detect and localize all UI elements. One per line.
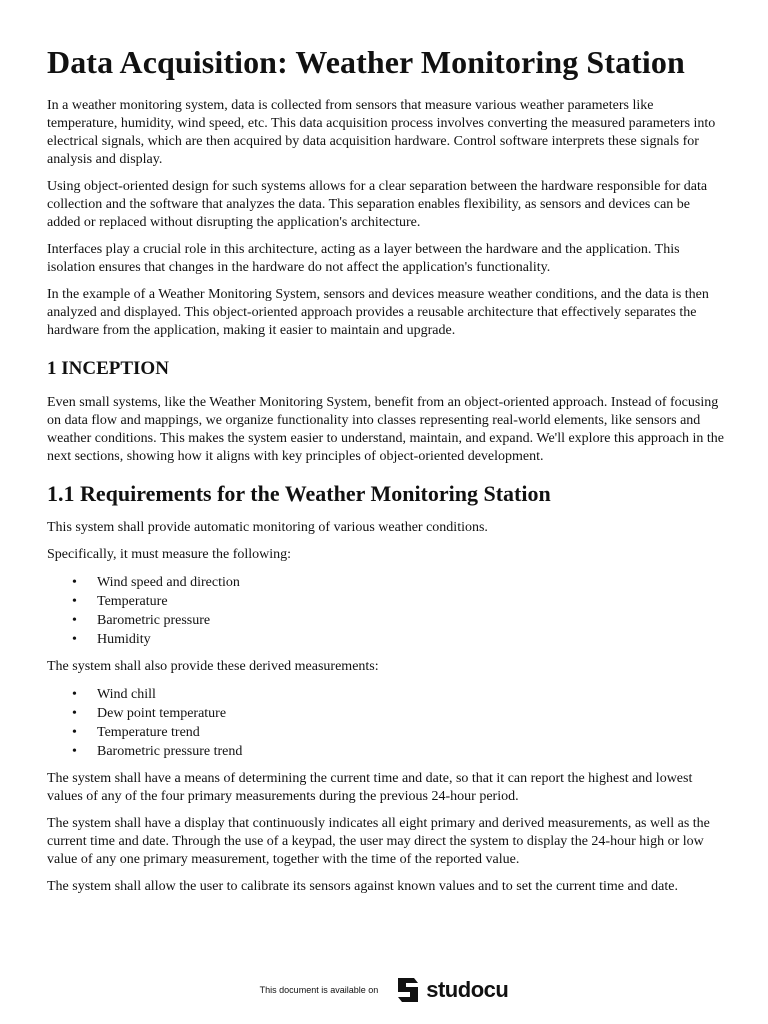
list-item bbox=[47, 611, 725, 630]
inception-paragraph: Even small systems, like the Weather Monitoring System, benefit from an object-oriented approach. Instead of focusing on data flow and mappings, we organize functionality into classes representing real-world elements, like sensors and weather conditions. This makes the system easier to understand, maintain, and expand. We'll explore this approach in the next sections, showing how it aligns with key principles of object-oriented development. bbox=[47, 395, 724, 464]
requirements-heading: 1.1 Requirements for the Weather Monitoring Station bbox=[47, 481, 551, 506]
inception-heading: 1 INCEPTION bbox=[47, 358, 169, 379]
list-item-text: Barometric pressure trend bbox=[97, 744, 243, 759]
list-item bbox=[47, 592, 725, 611]
list-item-text: Wind speed and direction bbox=[97, 575, 240, 590]
bullet-icon: • bbox=[72, 594, 77, 609]
requirements-paragraph-3: The system shall also provide these derived measurements: bbox=[47, 659, 379, 674]
requirements-paragraph-6: The system shall allow the user to calibrate its sensors against known values and to set the current time and date. bbox=[47, 879, 678, 894]
list-item-text: Humidity bbox=[97, 632, 151, 647]
list-item bbox=[47, 742, 725, 761]
requirements-paragraph-4: The system shall have a means of determining the current time and date, so that it can report the highest and lowest values of any of the four primary measurements during the previous 24-hour period. bbox=[47, 771, 693, 804]
bullet-icon: • bbox=[72, 632, 77, 647]
list-item-text: Wind chill bbox=[97, 687, 156, 702]
primary-measurements-list bbox=[47, 573, 725, 649]
requirements-paragraph-5: The system shall have a display that continuously indicates all eight primary and derived measurements, as well as the current time and date. Through the use of a keypad, the user may direct the system to display the 24-hour high or low value of any one primary measurement, together with the time of the reported value. bbox=[47, 816, 710, 867]
list-item bbox=[47, 704, 725, 723]
studocu-logo-icon bbox=[394, 975, 422, 1005]
bullet-icon: • bbox=[72, 706, 77, 721]
intro-paragraph-3: Interfaces play a crucial role in this architecture, acting as a layer between the hardware and the application. This isolation ensures that changes in the hardware do not affect the application's functionality. bbox=[47, 242, 680, 275]
studocu-brand-name: studocu bbox=[426, 977, 509, 1002]
list-item-text: Barometric pressure bbox=[97, 613, 211, 628]
list-item-text: Dew point temperature bbox=[97, 706, 227, 721]
bullet-icon: • bbox=[72, 744, 77, 759]
intro-paragraph-4: In the example of a Weather Monitoring System, sensors and devices measure weather conditions, and the data is then analyzed and displayed. This object-oriented approach provides a reusable architecture that effectively separates the hardware from the application, making it easier to maintain and upgrade. bbox=[47, 287, 709, 338]
footer bbox=[0, 970, 768, 1010]
bullet-icon: • bbox=[72, 575, 77, 590]
bullet-icon: • bbox=[72, 613, 77, 628]
list-item bbox=[47, 573, 725, 592]
list-item-text: Temperature trend bbox=[97, 725, 200, 740]
list-item bbox=[47, 723, 725, 742]
document-title: Data Acquisition: Weather Monitoring Station bbox=[47, 44, 685, 80]
document-page bbox=[47, 38, 725, 905]
list-item bbox=[47, 630, 725, 649]
derived-measurements-list bbox=[47, 685, 725, 761]
list-item-text: Temperature bbox=[97, 594, 168, 609]
studocu-logo-link[interactable] bbox=[394, 975, 508, 1005]
intro-paragraph-1: In a weather monitoring system, data is collected from sensors that measure various weather parameters like temperature, humidity, wind speed, etc. This data acquisition process involves converting the measured parameters into electrical signals, which are then acquired by data acquisition hardware. Control software interprets these signals for analysis and display. bbox=[47, 98, 716, 167]
bullet-icon: • bbox=[72, 687, 77, 702]
bullet-icon: • bbox=[72, 725, 77, 740]
requirements-paragraph-1: This system shall provide automatic monitoring of various weather conditions. bbox=[47, 520, 488, 535]
availability-text: This document is available on bbox=[259, 985, 379, 995]
list-item bbox=[47, 685, 725, 704]
intro-paragraph-2: Using object-oriented design for such systems allows for a clear separation between the hardware responsible for data collection and the software that analyzes the data. This separation enables flexibility, as sensors and devices can be added or replaced without disrupting the application's architecture. bbox=[47, 179, 708, 230]
requirements-paragraph-2: Specifically, it must measure the following: bbox=[47, 547, 292, 562]
